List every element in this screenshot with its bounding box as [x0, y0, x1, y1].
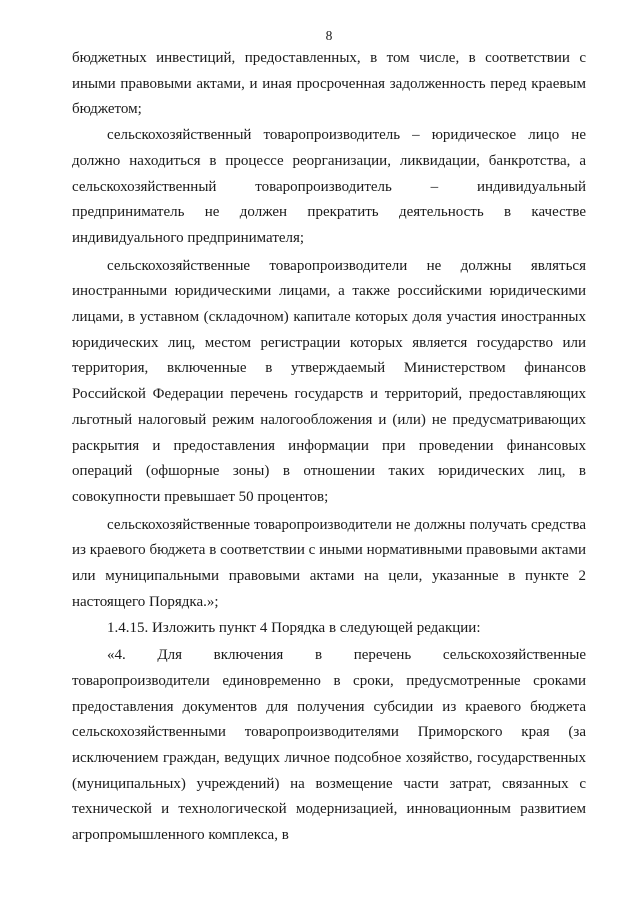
paragraph-foreign-entities: сельскохозяйственные товаропроизводители не должны являться иностранными юридическими лицами, а также российскими юридическими лицами, в уставном (складочном) капитале которых доля участия иностранных юридических лиц, местом регистрации которых является государство или территория, включенные в утверждаемый Министерством финансов Российской Федерации перечень государств и территорий, предоставляющих льготный налоговый режим налогообложения и (или) не предусматривающих раскрытия и предоставления информации при проведении финансовых операций (офшорные зоны) в отношении таких юридических лиц, в совокупности превышает 50 процентов; — [72, 257, 586, 505]
paragraph-budget-investments: бюджетных инвестиций, предоставленных, в том числе, в соответствии с иными правовыми актами, и иная просроченная задолженность перед краевым бюджетом; — [72, 50, 586, 118]
paragraph-regional-budget-funds: сельскохозяйственные товаропроизводители не должны получать средства из краевого бюджета в соответствии с иными нормативными правовыми актами или муниципальными правовыми актами на цели, указанные в пункте 2 настоящего Порядка.»; — [72, 516, 586, 610]
page-number: 8 — [325, 28, 333, 43]
paragraph-item-4-new-wording: «4. Для включения в перечень сельскохозяйственные товаропроизводители единовременно в сроки, предусмотренные сроками предоставления документов для получения субсидии из краевого бюджета сельскохозяйственными товаропроизводителями Приморского края (за исключением граждан, ведущих личное подсобное хозяйство, государственных (муниципальных) учреждений) на возмещение части затрат, связанных с технической и технологической модернизацией, инновационным развитием агропромышленного комплекса, в — [72, 647, 586, 844]
document-body — [72, 46, 586, 849]
paragraph-item-1-4-15: 1.4.15. Изложить пункт 4 Порядка в следующей редакции: — [107, 620, 481, 637]
paragraph-reorganization: сельскохозяйственный товаропроизводитель – юридическое лицо не должно находиться в процессе реорганизации, ликвидации, банкротства, а сельскохозяйственный товаропроизводитель – индивидуальный предприниматель не должен прекратить деятельность в качестве индивидуального предпринимателя; — [72, 127, 586, 246]
